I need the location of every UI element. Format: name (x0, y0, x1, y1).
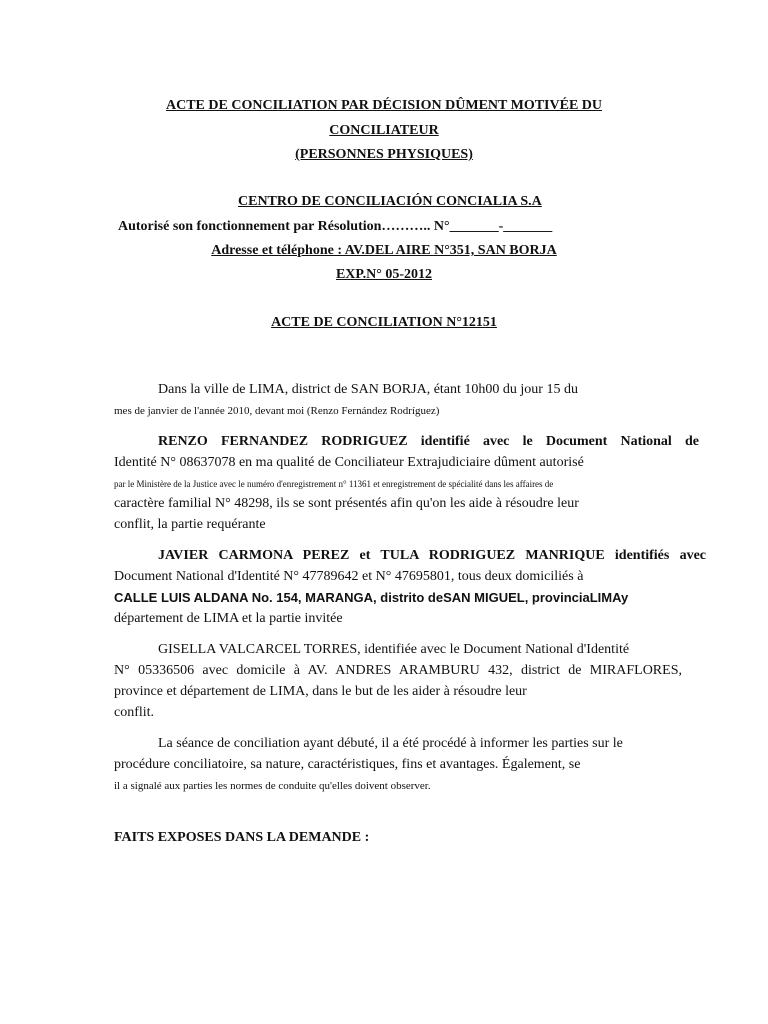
para3-line2: Document National d'Identité N° 47789642 et N° 47695801, tous deux domiciliés à (114, 569, 584, 584)
para4-line2: N° 05336506 avec domicile à AV. ANDRES ARAMBURU 432, district de MIRAFLORES, (114, 663, 682, 678)
para2-line2: Identité N° 08637078 en ma qualité de Conciliateur Extrajudiciaire dûment autorisé (114, 455, 584, 470)
para4-line3: province et département de LIMA, dans le but de les aider à résoudre leur (114, 684, 527, 699)
authorization-line: Autorisé son fonctionnement par Résolution……….. N°_______-_______ (118, 219, 553, 234)
title-line-3: (PERSONNES PHYSIQUES) (295, 147, 473, 162)
para1-line2: mes de janvier de l'année 2010, devant moi (Renzo Fernández Rodríguez) (114, 405, 440, 417)
title-line-1: ACTE DE CONCILIATION PAR DÉCISION DÛMENT MOTIVÉE DU (166, 98, 602, 113)
section-heading: FAITS EXPOSES DANS LA DEMANDE : (114, 830, 370, 845)
address-line: Adresse et téléphone : AV.DEL AIRE N°351, SAN BORJA (211, 243, 557, 258)
title-line-2: CONCILIATEUR (329, 123, 439, 138)
para5-line1: La séance de conciliation ayant débuté, il a été procédé à informer les parties sur le (158, 736, 623, 751)
para4-line1: GISELLA VALCARCEL TORRES, identifiée avec le Document National d'Identité (158, 642, 630, 657)
para5-line3: il a signalé aux parties les normes de conduite qu'elles doivent observer. (114, 780, 431, 792)
para5-line2: procédure conciliatoire, sa nature, caractéristiques, fins et avantages. Également, se (114, 757, 581, 772)
centre-name: CENTRO DE CONCILIACIÓN CONCIALIA S.A (238, 194, 542, 209)
para2-line4: caractère familial N° 48298, ils se sont présentés afin qu'on les aide à résoudre leur (114, 496, 579, 511)
para1-line1: Dans la ville de LIMA, district de SAN BORJA, étant 10h00 du jour 15 du (158, 382, 578, 397)
para3-line1: JAVIER CARMONA PEREZ et TULA RODRIGUEZ MANRIQUE identifiés avec (158, 548, 706, 563)
para4-line4: conflit. (114, 705, 155, 720)
para3-line3: CALLE LUIS ALDANA No. 154, MARANGA, distrito deSAN MIGUEL, provinciaLIMAy (114, 590, 629, 605)
exp-number: EXP.N° 05-2012 (335, 267, 433, 282)
para3-line4: département de LIMA et la partie invitée (114, 611, 343, 626)
acte-number: ACTE DE CONCILIATION N°12151 (271, 315, 497, 330)
para2-line5: conflit, la partie requérante (114, 517, 266, 532)
para2-line3: par le Ministère de la Justice avec le numéro d'enregistrement n° 11361 et enregistrement de spécialité dans les affaires de (114, 479, 554, 489)
para2-line1: RENZO FERNANDEZ RODRIGUEZ identifié avec le Document National de (158, 434, 699, 449)
